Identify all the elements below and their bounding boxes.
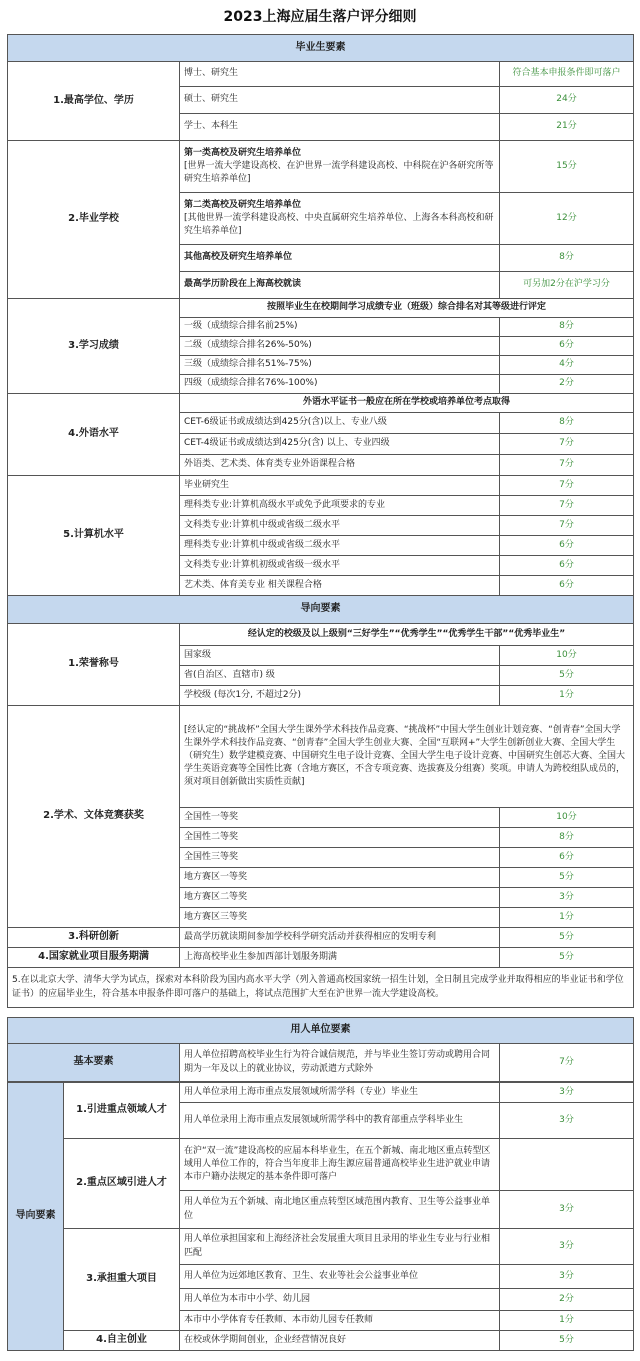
item-cell: 理科类专业:计算机中级或省级二级水平: [180, 536, 500, 556]
item-cell: 地方赛区三等奖: [180, 908, 500, 928]
category-key-region: 2.重点区域引进人才: [64, 1139, 180, 1229]
employer-guidance-table: [7, 1082, 634, 1351]
score-cell: 6分: [500, 556, 634, 576]
item-cell: 硕士、研究生: [180, 87, 500, 114]
score-cell: 8分: [500, 318, 634, 337]
score-cell: 7分: [500, 434, 634, 455]
school-tier-desc: [其他世界一流学科建设高校、中央直属研究生培养单位、上海各本科高校和研究生培养单位]: [184, 212, 494, 237]
section-gap: [8, 1008, 634, 1018]
score-cell: 5分: [500, 948, 634, 968]
score-cell: 6分: [500, 848, 634, 868]
score-cell: [500, 1139, 634, 1191]
item-cell: 学士、本科生: [180, 114, 500, 141]
item-cell: 本市中小学体育专任教师、本市幼儿园专任教师: [180, 1311, 500, 1331]
category-service: 4.国家就业项目服务期满: [8, 948, 180, 968]
score-cell: 1分: [500, 1311, 634, 1331]
item-cell: 最高学历阶段在上海高校就读: [180, 272, 500, 299]
category-degree: 1.最高学位、学历: [8, 62, 180, 141]
item-cell: 文科类专业:计算机中级或省级二级水平: [180, 516, 500, 536]
category-key-talent: 1.引进重点领域人才: [64, 1083, 180, 1139]
item-cell: 艺术类、体育美专业 相关课程合格: [180, 576, 500, 596]
score-cell: 7分: [500, 1044, 634, 1082]
item-cell: 理科类专业:计算机高级水平或免予此项要求的专业: [180, 496, 500, 516]
category-basic: 基本要素: [8, 1044, 180, 1082]
section-header-guidance: 导向要素: [8, 596, 634, 624]
school-tier-desc: [世界一流大学建设高校、在沪世界一流学科建设高校、中科院在沪各研究所等研究生培养单位]: [184, 160, 494, 185]
item-cell: 毕业研究生: [180, 476, 500, 496]
score-cell: 7分: [500, 496, 634, 516]
category-entrepreneurship: 4.自主创业: [64, 1331, 180, 1351]
item-cell: 在校或休学期间创业，企业经营情况良好: [180, 1331, 500, 1351]
category-major-project: 3.承担重大项目: [64, 1229, 180, 1331]
item-cell: [180, 141, 500, 193]
category-guidance: 导向要素: [8, 1083, 64, 1351]
score-cell: 1分: [500, 686, 634, 706]
category-computer: 5.计算机水平: [8, 476, 180, 596]
score-cell: 1分: [500, 908, 634, 928]
school-tier-title: 第一类高校及研究生培养单位: [184, 147, 302, 158]
score-cell: 5分: [500, 928, 634, 948]
item-cell: 地方赛区一等奖: [180, 868, 500, 888]
score-cell: 2分: [500, 1289, 634, 1311]
item-cell: 用人单位录用上海市重点发展领域所需学科（专业）毕业生: [180, 1083, 500, 1103]
item-cell: CET-4级证书或成绩达到425分(含) 以上、专业四级: [180, 434, 500, 455]
item-cell: 用人单位承担国家和上海经济社会发展重大项目且录用的毕业生专业与行业相匹配: [180, 1229, 500, 1265]
score-cell: 7分: [500, 455, 634, 476]
item-cell: 其他高校及研究生培养单位: [180, 245, 500, 272]
item-cell: 省(自治区、直辖市) 级: [180, 666, 500, 686]
item-cell: 用人单位录用上海市重点发展领域所需学科中的教育部重点学科毕业生: [180, 1103, 500, 1139]
item-cell: 文科类专业:计算机初级或省级一级水平: [180, 556, 500, 576]
item-cell: 国家级: [180, 646, 500, 666]
item-cell: 全国性一等奖: [180, 808, 500, 828]
score-cell: 12分: [500, 193, 634, 245]
score-cell: 8分: [500, 413, 634, 434]
item-cell: 上海高校毕业生参加西部计划服务期满: [180, 948, 500, 968]
score-cell: 10分: [500, 808, 634, 828]
item-cell: 学校级 (每次1分, 不超过2分): [180, 686, 500, 706]
scoring-table: [7, 34, 634, 1082]
score-cell: 3分: [500, 1083, 634, 1103]
score-cell: 24分: [500, 87, 634, 114]
item-cell: 四级（成绩综合排名76%-100%): [180, 375, 500, 394]
score-cell: 5分: [500, 868, 634, 888]
item-cell: 在沪“双一流”建设高校的应届本科毕业生，在五个新城、南北地区重点转型区域用人单位工作的，符合当年度非上海生源应届普通高校毕业生进沪就业申请本市户籍办法规定的基本条件即可落户: [180, 1139, 500, 1191]
item-cell: 一级（成绩综合排名前25%): [180, 318, 500, 337]
section-header-graduate: 毕业生要素: [8, 35, 634, 62]
category-school: 2.毕业学校: [8, 141, 180, 299]
score-cell: 7分: [500, 516, 634, 536]
score-cell: 3分: [500, 1229, 634, 1265]
grades-rule: 按照毕业生在校期间学习成绩专业（班级）综合排名对其等级进行评定: [180, 299, 634, 318]
category-competition: 2.学术、文体竞赛获奖: [8, 706, 180, 928]
item-cell: 用人单位为本市中小学、幼儿园: [180, 1289, 500, 1311]
school-tier-title: 第二类高校及研究生培养单位: [184, 199, 302, 210]
section-header-employer: 用人单位要素: [8, 1018, 634, 1044]
honor-rule: 经认定的校级及以上级别“三好学生”“优秀学生”“优秀学生干部”“优秀毕业生”: [180, 624, 634, 646]
item-cell: 全国性三等奖: [180, 848, 500, 868]
score-cell: 3分: [500, 1191, 634, 1229]
item-cell: 最高学历就读期间参加学校科学研究活动并获得相应的发明专利: [180, 928, 500, 948]
category-honor: 1.荣誉称号: [8, 624, 180, 706]
item-cell: 用人单位为五个新城、南北地区重点转型区域范围内教育、卫生等公益事业单位: [180, 1191, 500, 1229]
item-cell: 三级（成绩综合排名51%-75%): [180, 356, 500, 375]
item-cell: 用人单位招聘高校毕业生行为符合诚信规范，并与毕业生签订劳动或聘用合同期为一年及以上的就业协议，劳动派遣方式除外: [180, 1044, 500, 1082]
score-cell: 2分: [500, 375, 634, 394]
item-cell: CET-6级证书或成绩达到425分(含)以上、专业八级: [180, 413, 500, 434]
category-research: 3.科研创新: [8, 928, 180, 948]
score-cell: 15分: [500, 141, 634, 193]
item-cell: 用人单位为远郊地区教育、卫生、农业等社会公益事业单位: [180, 1265, 500, 1289]
score-cell: 6分: [500, 536, 634, 556]
category-language: 4.外语水平: [8, 394, 180, 476]
pilot-note: 5.在以北京大学、清华大学为试点，探索对本科阶段为国内高水平大学（列入普通高校国家统一招生计划，全日制且完成学业并取得相应的毕业证书和学位证书）的应届毕业生，符合基本申报条件即可落户的基础上，将试点范围扩大至在沪世界一流大学建设高校。: [8, 968, 634, 1008]
language-rule: 外语水平证书一般应在所在学校或培养单位考点取得: [180, 394, 634, 413]
score-cell: 3分: [500, 888, 634, 908]
score-cell: 21分: [500, 114, 634, 141]
item-cell: 二级（成绩综合排名26%-50%): [180, 337, 500, 356]
category-grades: 3.学习成绩: [8, 299, 180, 394]
score-cell: 7分: [500, 476, 634, 496]
item-cell: [180, 193, 500, 245]
score-cell: 3分: [500, 1103, 634, 1139]
page-title: 2023上海应届生落户评分细则: [223, 9, 417, 25]
score-cell: 3分: [500, 1265, 634, 1289]
item-cell: 地方赛区二等奖: [180, 888, 500, 908]
score-cell: 8分: [500, 828, 634, 848]
item-cell: 全国性二等奖: [180, 828, 500, 848]
score-cell: 可另加2分在沪学习分: [500, 272, 634, 299]
item-cell: 外语类、艺术类、体育类专业外语课程合格: [180, 455, 500, 476]
score-cell: 6分: [500, 576, 634, 596]
item-cell: 博士、研究生: [180, 62, 500, 87]
score-cell: 5分: [500, 1331, 634, 1351]
score-cell: 8分: [500, 245, 634, 272]
score-cell: 符合基本申报条件即可落户: [500, 62, 634, 87]
score-cell: 5分: [500, 666, 634, 686]
score-cell: 4分: [500, 356, 634, 375]
competition-description: [经认定的“挑战杯”全国大学生课外学术科技作品竞赛、“挑战杯”中国大学生创业计划竞赛、“创青春”全国大学生课外学术科技作品竞赛、“创青春”全国大学生创业大赛、全国“互联网+”大学生创新创业大赛、全国大学生（研究生）数学建模竞赛、中国研究生电子设计竞赛、全国大学生电子设计竞赛、中国研究生创芯大赛、全国大学生英语竞赛等全国性比赛（含地方赛区，不含专项竞赛、选拔赛及分组赛）奖项。申请人为跨校组队成员的，须对项目创新做出实质性贡献]: [180, 706, 634, 808]
score-cell: 10分: [500, 646, 634, 666]
score-cell: 6分: [500, 337, 634, 356]
